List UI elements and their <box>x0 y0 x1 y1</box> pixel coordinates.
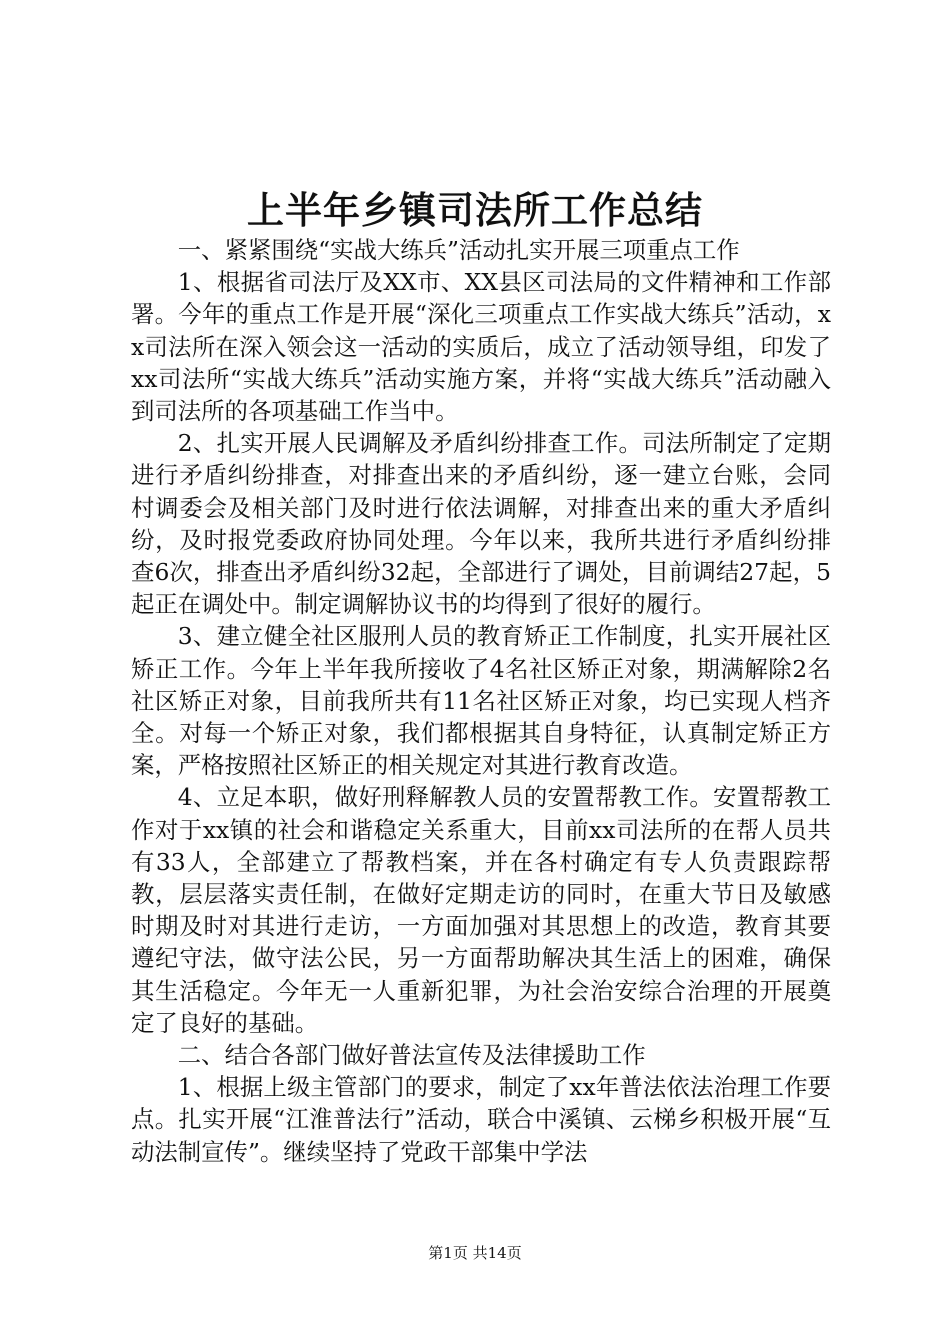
section-heading-1: 一、紧紧围绕“实战大练兵”活动扎实开展三项重点工作 <box>177 236 740 264</box>
paragraph: 1、根据上级主管部门的要求，制定了xx年普法依法治理工作要点。扎实开展“江淮普法行”活动，联合中溪镇、云梯乡积极开展“互动法制宣传”。继续坚持了党政干部集中学法 <box>131 1073 831 1166</box>
paragraph: 3、建立健全社区服刑人员的教育矫正工作制度，扎实开展社区矫正工作。今年上半年我所接收了4名社区矫正对象，期满解除2名社区矫正对象，目前我所共有11名社区矫正对象，均已实现人档齐全。对每一个矫正对象，我们都根据其自身特征，认真制定矫正方案，严格按照社区矫正的相关规定对其进行教育改造。 <box>131 622 831 780</box>
section-heading-2: 二、结合各部门做好普法宣传及法律援助工作 <box>177 1041 646 1070</box>
paragraph: 2、扎实开展人民调解及矛盾纠纷排查工作。司法所制定了定期进行矛盾纠纷排查，对排查出来的矛盾纠纷，逐一建立台账，会同村调委会及相关部门及时进行依法调解，对排查出来的重大矛盾纠纷，及时报党委政府协同处理。今年以来，我所共进行矛盾纠纷排查6次，排查出矛盾纠纷32起，全部进行了调处，目前调结27起，5起正在调处中。制定调解协议书的均得到了很好的履行。 <box>131 429 831 619</box>
document-title: 上半年乡镇司法所工作总结 <box>247 188 703 232</box>
paragraph: 4、立足本职，做好刑释解教人员的安置帮教工作。安置帮教工作对于xx镇的社会和谐稳定关系重大，目前xx司法所的在帮人员共有33人，全部建立了帮教档案，并在各村确定有专人负责跟踪帮教，层层落实责任制，在做好定期走访的同时，在重大节日及敏感时期及时对其进行走访，一方面加强对其思想上的改造，教育其要遵纪守法，做守法公民，另一方面帮助解决其生活上的困难，确保其生活稳定。今年无一人重新犯罪，为社会治安综合治理的开展奠定了良好的基础。 <box>131 783 831 1037</box>
paragraph: 1、根据省司法厅及XX市、XX县区司法局的文件精神和工作部署。今年的重点工作是开展“深化三项重点工作实战大练兵”活动，xx司法所在深入领会这一活动的实质后，成立了活动领导组，印发了xx司法所“实战大练兵”活动实施方案，并将“实战大练兵”活动融入到司法所的各项基础工作当中。 <box>131 268 831 426</box>
page-footer: 第1页 共14页 <box>428 1244 522 1262</box>
document-body <box>131 234 831 1168</box>
